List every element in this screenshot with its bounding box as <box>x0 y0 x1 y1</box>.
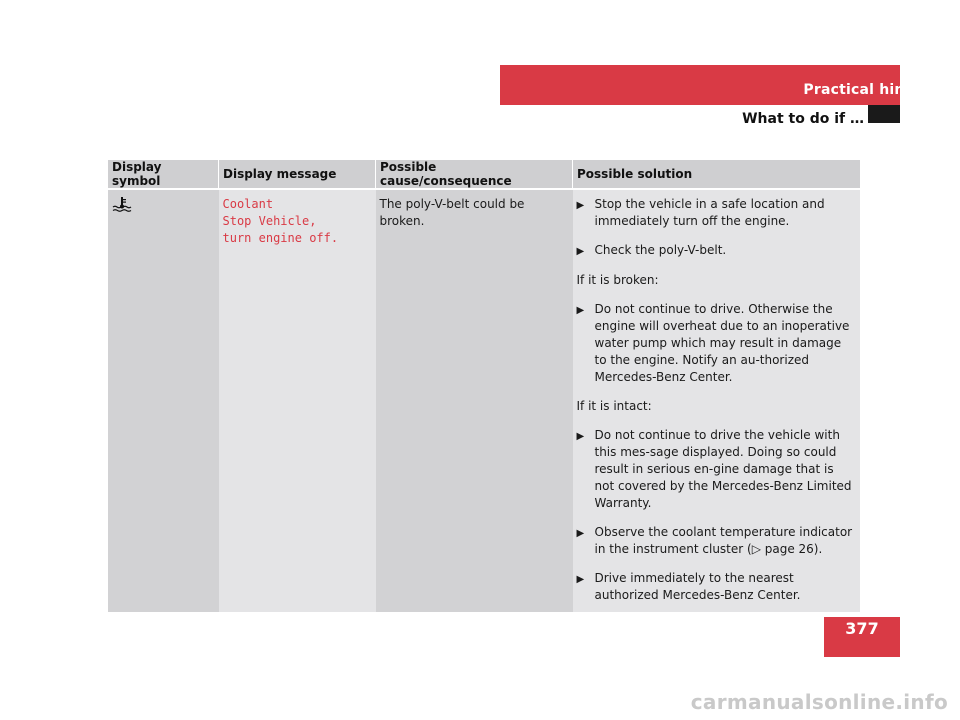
watermark: carmanualsonline.info <box>690 690 948 714</box>
step-text: Drive immediately to the nearest authorized Mercedes-Benz Center. <box>594 571 801 602</box>
bullet-arrow-icon: ▶ <box>576 431 585 442</box>
col-header-display-symbol: Display symbol <box>108 160 219 189</box>
message-line: Stop Vehicle, <box>222 214 317 228</box>
bullet-arrow-icon: ▶ <box>576 305 585 316</box>
step-text: Do not continue to drive the vehicle with this mes-sage displayed. Doing so could result in serious en-gine damage that is not covered by the Mercedes-Benz Limited Warranty. <box>594 428 852 510</box>
display-messages-table <box>108 160 860 612</box>
display-symbol-cell <box>108 189 219 612</box>
coolant-temperature-icon <box>112 196 132 212</box>
table-row <box>108 189 860 612</box>
solution-step <box>577 242 857 260</box>
bullet-arrow-icon: ▶ <box>576 246 585 257</box>
table-header-row <box>108 160 860 189</box>
condition-text: If it is broken: <box>576 273 659 287</box>
header-tab-marker <box>868 105 900 123</box>
solution-step <box>577 301 857 386</box>
section-title: Practical hints <box>803 82 920 98</box>
step-text: Check the poly-V-belt. <box>594 243 727 257</box>
step-text: Observe the coolant temperature indicator in the instrument cluster (▷ page 26). <box>594 525 853 556</box>
bullet-arrow-icon: ▶ <box>576 200 585 211</box>
display-message-cell <box>219 189 376 612</box>
solution-step <box>577 427 857 512</box>
solution-step <box>577 524 857 558</box>
message-line: Coolant <box>222 197 274 211</box>
solution-step <box>577 196 857 230</box>
col-header-possible-cause: Possible cause/consequence <box>376 160 573 189</box>
subsection-title: What to do if … <box>742 111 864 127</box>
bullet-arrow-icon: ▶ <box>576 574 585 585</box>
message-line: turn engine off. <box>222 231 339 245</box>
possible-solution-cell <box>573 189 861 612</box>
step-text: Stop the vehicle in a safe location and immediately turn off the engine. <box>594 197 825 228</box>
col-header-possible-solution: Possible solution <box>573 160 861 189</box>
col-header-display-message: Display message <box>219 160 376 189</box>
solution-step <box>577 570 857 604</box>
possible-cause-cell: The poly-V-belt could be broken. <box>376 189 573 612</box>
page-number: 377 <box>845 619 879 638</box>
step-text: Do not continue to drive. Otherwise the engine will overheat due to an inoperative water pump which may result in damage to the engine. Notify an au-thorized Mercedes-Benz Center. <box>594 302 850 384</box>
condition-text: If it is intact: <box>576 399 652 413</box>
bullet-arrow-icon: ▶ <box>576 528 585 539</box>
